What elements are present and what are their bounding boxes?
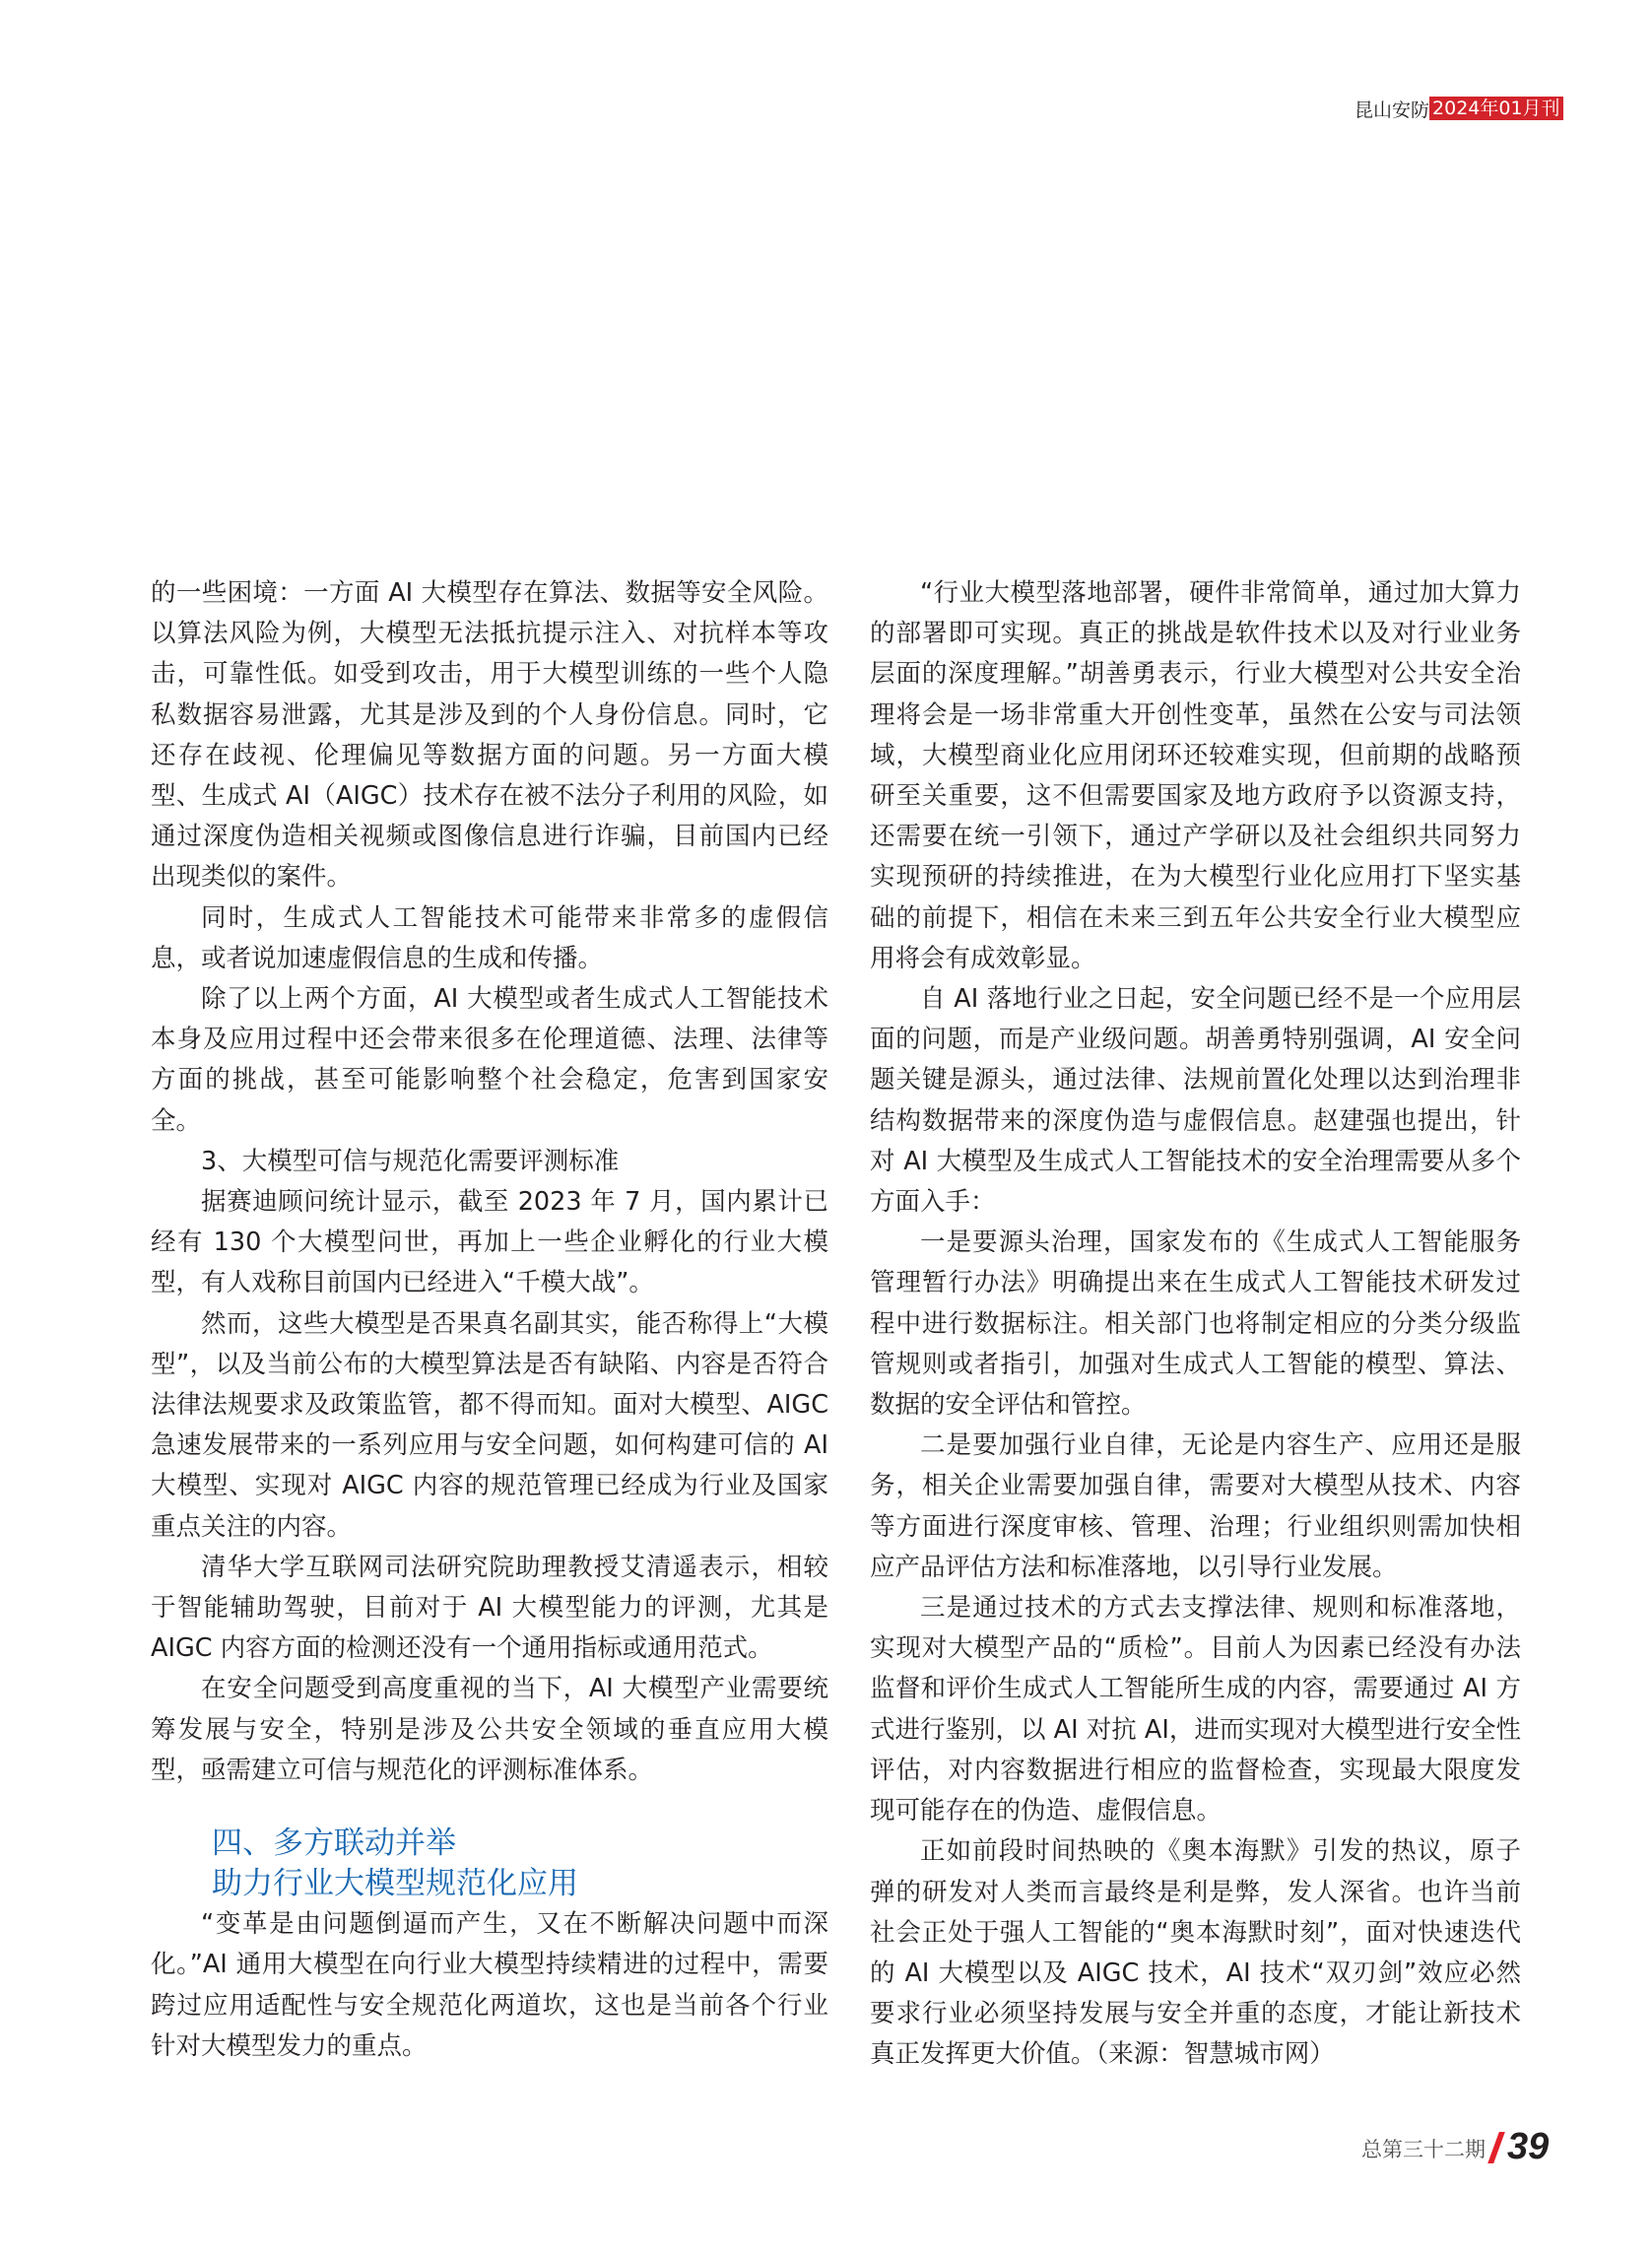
paragraph: 二是要加强行业自律，无论是内容生产、应用还是服务，相关企业需要加强自律，需要对大模型从技术、内容等方面进行深度审核、管理、治理；行业组织则需加快相应产品评估方法和标准落地，以引导行业发展。 bbox=[870, 1430, 1521, 1582]
page-footer bbox=[1361, 2128, 1549, 2165]
paragraph: 三是通过技术的方式去支撑法律、规则和标准落地，实现对大模型产品的“质检”。目前人为因素已经没有办法监督和评价生成式人工智能所生成的内容，需要通过 AI 方式进行鉴别，以 AI 对抗 AI，进而实现对大模型进行安全性评估，对内容数据进行相应的监督检查，实现最大限度发现可能存在的伪造、虚假信息。 bbox=[870, 1593, 1521, 1826]
publication-name: 昆山安防 bbox=[1355, 99, 1430, 121]
section-spacer bbox=[151, 1791, 828, 1824]
issue-number-label: 总第三十二期 bbox=[1361, 2138, 1486, 2161]
paragraph: 然而，这些大模型是否果真名副其实，能否称得上“大模型”，以及当前公布的大模型算法是否有缺陷、内容是否符合法律法规要求及政策监管，都不得而知。面对大模型、AIGC 急速发展带来的一系列应用与安全问题，如何构建可信的 AI 大模型、实现对 AIGC 内容的规范管理已经成为行业及国家重点关注的内容。 bbox=[151, 1308, 828, 1542]
paragraph: 据赛迪顾问统计显示，截至 2023 年 7 月，国内累计已经有 130 个大模型问世，再加上一些企业孵化的行业大模型，有人戏称目前国内已经进入“千模大战”。 bbox=[151, 1187, 828, 1298]
section-title-line2: 助力行业大模型规范化应用 bbox=[212, 1866, 578, 1902]
section-title bbox=[212, 1824, 828, 1904]
left-column bbox=[151, 573, 828, 2067]
paragraph: 正如前段时间热映的《奥本海默》引发的热议，原子弹的研发对人类而言最终是利是弊，发人深省。也许当前社会正处于强人工智能的“奥本海默时刻”，面对快速迭代的 AI 大模型以及 AIGC 技术，AI 技术“双刃剑”效应必然要求行业必须坚持发展与安全并重的态度，才能让新技术真正发挥更大价值。（来源：智慧城市网） bbox=[870, 1836, 1521, 2070]
subheading: 3、大模型可信与规范化需要评测标准 bbox=[201, 1146, 620, 1176]
slash-divider-icon bbox=[1487, 2132, 1505, 2163]
paragraph: 一是要源头治理，国家发布的《生成式人工智能服务管理暂行办法》明确提出来在生成式人工智能技术研发过程中进行数据标注。相关部门也将制定相应的分类分级监管规则或者指引，加强对生成式人工智能的模型、算法、数据的安全评估和管控。 bbox=[870, 1228, 1521, 1421]
paragraph: 自 AI 落地行业之日起，安全问题已经不是一个应用层面的问题，而是产业级问题。胡善勇特别强调，AI 安全问题关键是源头，通过法律、法规前置化处理以达到治理非结构数据带来的深度伪造与虚假信息。赵建强也提出，针对 AI 大模型及生成式人工智能技术的安全治理需要从多个方面入手： bbox=[870, 984, 1521, 1218]
paragraph: 的一些困境：一方面 AI 大模型存在算法、数据等安全风险。以算法风险为例，大模型无法抵抗提示注入、对抗样本等攻击，可靠性低。如受到攻击，用于大模型训练的一些个人隐私数据容易泄露，尤其是涉及到的个人身份信息。同时，它还存在歧视、伦理偏见等数据方面的问题。另一方面大模型、生成式 AI（AIGC）技术存在被不法分子利用的风险，如通过深度伪造相关视频或图像信息进行诈骗，目前国内已经出现类似的案件。 bbox=[151, 578, 828, 893]
paragraph: 除了以上两个方面，AI 大模型或者生成式人工智能技术本身及应用过程中还会带来很多在伦理道德、法理、法律等方面的挑战，甚至可能影响整个社会稳定，危害到国家安全。 bbox=[151, 984, 828, 1136]
paragraph: 在安全问题受到高度重视的当下，AI 大模型产业需要统筹发展与安全，特别是涉及公共安全领域的垂直应用大模型，亟需建立可信与规范化的评测标准体系。 bbox=[151, 1674, 828, 1785]
paragraph: 清华大学互联网司法研究院助理教授艾清遥表示，相较于智能辅助驾驶，目前对于 AI 大模型能力的评测，尤其是 AIGC 内容方面的检测还没有一个通用指标或通用范式。 bbox=[151, 1552, 828, 1664]
paragraph: “变革是由问题倒逼而产生，又在不断解决问题中而深化。”AI 通用大模型在向行业大模型持续精进的过程中，需要跨过应用适配性与安全规范化两道坎，这也是当前各个行业针对大模型发力的重点。 bbox=[151, 1909, 828, 2061]
page-header bbox=[1355, 96, 1563, 121]
paragraph: 同时，生成式人工智能技术可能带来非常多的虚假信息，或者说加速虚假信息的生成和传播。 bbox=[151, 902, 828, 973]
section-title-line1: 四、多方联动并举 bbox=[212, 1826, 456, 1862]
paragraph: “行业大模型落地部署，硬件非常简单，通过加大算力的部署即可实现。真正的挑战是软件技术以及对行业业务层面的深度理解。”胡善勇表示，行业大模型对公共安全治理将会是一场非常重大开创性变革，虽然在公安与司法领域，大模型商业化应用闭环还较难实现，但前期的战略预研至关重要，这不但需要国家及地方政府予以资源支持，还需要在统一引领下，通过产学研以及社会组织共同努力实现预研的持续推进，在为大模型行业化应用打下坚实基础的前提下，相信在未来三到五年公共安全行业大模型应用将会有成效彰显。 bbox=[870, 578, 1521, 973]
issue-badge: 2024年01月刊 bbox=[1429, 97, 1563, 120]
right-column bbox=[870, 573, 1521, 2076]
page-number: 39 bbox=[1507, 2126, 1550, 2167]
